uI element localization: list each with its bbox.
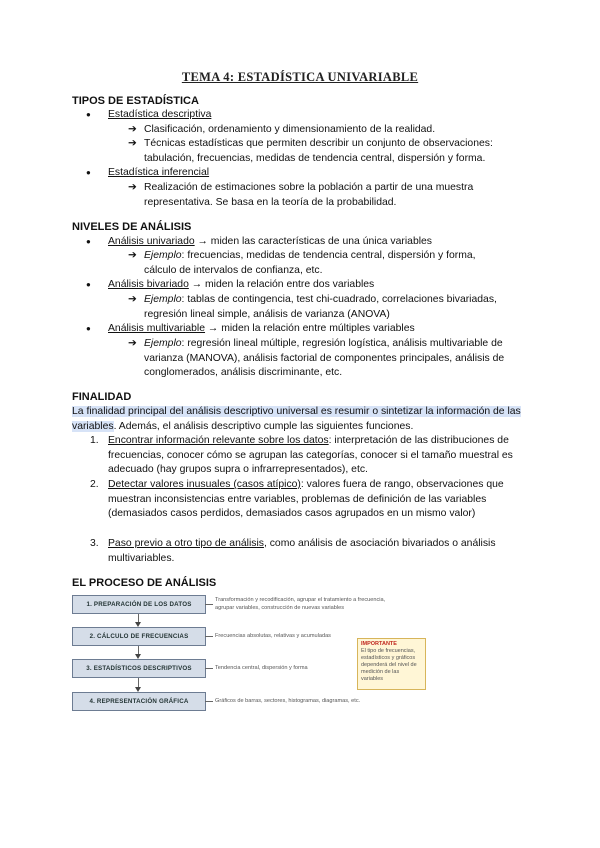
finalidad-item-2 (90, 478, 520, 522)
uni-example-text: : frecuencias, medidas de tendencia central, dispersión y forma, cálculo de intervalos de confianza, etc. (144, 250, 476, 276)
heading-proceso: EL PROCESO DE ANÁLISIS (72, 577, 217, 589)
finalidad-item-3-text: , como análisis de asociación bivariados o análisis multivariables. (108, 538, 496, 564)
bullet-descriptiva (90, 108, 211, 123)
heading-tipos: TIPOS DE ESTADÍSTICA (72, 95, 199, 107)
univariado-label: Análisis univariado (108, 236, 195, 247)
bi-example-text: : tablas de contingencia, test chi-cuadrado, correlaciones bivariadas, regresión lineal simple, análisis de varianza (ANOVA) (144, 294, 497, 320)
multi-example-text: : regresión lineal múltiple, regresión logística, análisis multivariable de varianza (MANOVA), análisis factorial de componentes principales, análisis de conglomerados, análisis discriminante, etc. (144, 338, 505, 379)
inf-item-1-text: Realización de estimaciones sobre la población a partir de una muestra representativa. Se basa en la teoría de la probabilidad. (144, 182, 474, 208)
process-step-4-desc: Gráficos de barras, sectores, histogramas, diagramas, etc. (215, 698, 361, 704)
finalidad-item-2-text: : valores fuera de rango, observaciones que muestran inconsistencias entre variables, problemas de definición de las variables (demasiados casos perdidos, demasiados casos agrupados en un mismo valor) (108, 479, 504, 520)
univariado-text: → miden las características de una única variables (194, 236, 433, 247)
finalidad-item-2-label: Detectar valores inusuales (casos atípico) (108, 479, 301, 490)
step-3-line (205, 668, 213, 669)
finalidad-item-1-number: 1. (90, 435, 99, 446)
finalidad-item-1-text: : interpretación de las distribuciones de frecuencias, conocer cómo se agrupan las categorías, conocer si el tamaño muestral es adecuado (hay grupos supra o infrarrepresentados), etc. (108, 435, 513, 476)
process-step-2-desc: Frecuencias absolutas, relativas y acumuladas (215, 633, 331, 639)
heading-finalidad: FINALIDAD (72, 391, 132, 403)
finalidad-item-1 (90, 434, 520, 478)
bullet-multivariable (90, 322, 520, 337)
process-step-1-desc: Transformación y recodificación, agrupar el tratamiento a frecuencia, agrupar variables, construcción de nuevas variables (215, 597, 386, 611)
bi-example: ➔ Ejemplo: tablas de contingencia, test chi-cuadrado, correlaciones bivariadas, regresión lineal simple, análisis de varianza (ANOVA) (128, 294, 497, 320)
important-text: El tipo de frecuencias, estadísticos y gráficos dependerá del nivel de medición de las variables (361, 648, 417, 682)
multivariable-text: → miden la relación entre múltiples variables (205, 323, 415, 334)
desc-item-2: ➔ Técnicas estadísticas que permiten describir un conjunto de observaciones: tabulación, frecuencias, medidas de tendencia central, dispersión y forma. (128, 137, 528, 166)
multivariable-label: Análisis multivariable (108, 323, 206, 334)
multi-example: ➔ Ejemplo: regresión lineal múltiple, regresión logística, análisis multivariable de varianza (MANOVA), análisis factorial de componentes principales, análisis de conglomerados, análisis discriminante, etc. (128, 338, 505, 379)
step-2-line (205, 636, 213, 637)
important-note (357, 638, 426, 690)
process-step-4: 4. REPRESENTACIÓN GRÁFICA (72, 692, 206, 711)
finalidad-intro-rest: . Además, el análisis descriptivo cumple las siguientes funciones. (113, 420, 414, 432)
bullet-bivariado (90, 278, 520, 293)
desc-item-1-text: Clasificación, ordenamiento y dimensionamiento de la realidad. (144, 124, 436, 135)
process-step-3: 3. ESTADÍSTICOS DESCRIPTIVOS (72, 659, 206, 678)
uni-example: ➔ Ejemplo: frecuencias, medidas de tendencia central, dispersión y forma, cálculo de intervalos de confianza, etc. (128, 250, 476, 276)
bivariado-label: Análisis bivariado (108, 279, 189, 290)
inferencial-label: Estadística inferencial (108, 167, 210, 178)
process-step-1: 1. PREPARACIÓN DE LOS DATOS (72, 595, 206, 614)
finalidad-highlight: La finalidad principal del análisis descriptivo universal es resumir o sintetizar la información de las variables (72, 406, 521, 432)
finalidad-item-3-number: 3. (90, 538, 99, 549)
inf-item-1: ➔ Realización de estimaciones sobre la población a partir de una muestra representativa. Se basa en la teoría de la probabilidad. (128, 181, 528, 210)
desc-item-1: ➔ Clasificación, ordenamiento y dimensionamiento de la realidad. (128, 123, 528, 138)
finalidad-item-3 (90, 537, 520, 566)
finalidad-item-1-label: Encontrar información relevante sobre los datos (108, 435, 329, 446)
bullet-inferencial (90, 166, 209, 181)
step-4-line (205, 701, 213, 702)
descriptiva-label: Estadística descriptiva (108, 109, 212, 120)
process-step-2: 2. CÁLCULO DE FRECUENCIAS (72, 627, 206, 646)
finalidad-item-3-label: Paso previo a otro tipo de análisis (108, 538, 264, 549)
bullet-univariado (90, 235, 520, 250)
process-step-3-desc: Tendencia central, dispersión y forma (215, 665, 308, 671)
finalidad-intro (72, 405, 527, 434)
step-1-line (205, 604, 213, 605)
multi-ejemplo: Ejemplo (144, 338, 182, 349)
heading-niveles: NIVELES DE ANÁLISIS (72, 221, 192, 233)
desc-item-2-text: Técnicas estadísticas que permiten describir un conjunto de observaciones: tabulación, frecuencias, medidas de tendencia central, dispersión y forma. (144, 138, 493, 164)
bivariado-text: → miden la relación entre dos variables (188, 279, 375, 290)
important-title: IMPORTANTE (361, 641, 397, 647)
finalidad-item-2-number: 2. (90, 479, 99, 490)
uni-ejemplo: Ejemplo (144, 250, 182, 261)
page-title: TEMA 4: ESTADÍSTICA UNIVARIABLE (181, 70, 419, 84)
bi-ejemplo: Ejemplo (144, 294, 182, 305)
